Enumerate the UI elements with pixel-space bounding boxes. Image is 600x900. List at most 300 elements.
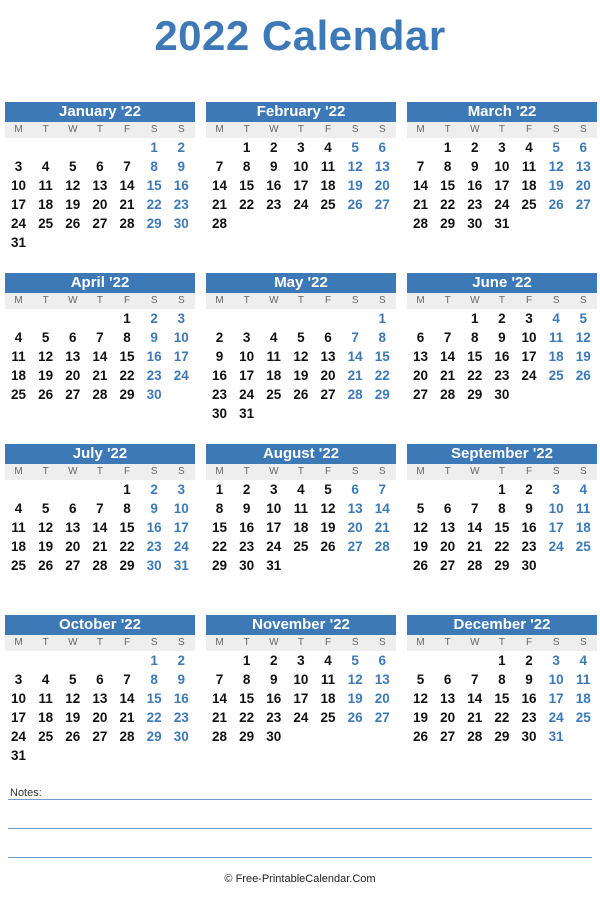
day-cell: 17 [494,178,510,193]
day-cell: 3 [297,653,305,668]
week-row [5,157,195,176]
weekday-label: M [215,124,224,135]
day-cell: 8 [242,159,251,174]
day-cell: 26 [347,197,363,212]
weekday-label: T [42,295,49,306]
day-cell: 5 [416,501,425,516]
day-cell: 16 [146,349,162,364]
day-cell: 30 [173,216,189,231]
week-row [407,480,597,499]
day-cell [287,727,314,746]
day-cell: 26 [347,710,363,725]
weekday-label: F [124,295,131,306]
month-title: July '22 [5,444,195,464]
weekday-label: T [42,124,49,135]
month-title: March '22 [407,102,597,122]
day-cell: 28 [119,729,135,744]
weekday-label: W [269,637,279,648]
day-cell: 20 [440,710,456,725]
day-cell: 15 [119,349,135,364]
day-cell: 20 [92,710,108,725]
day-cell: 29 [374,387,390,402]
day-cell: 10 [11,691,27,706]
day-cell: 4 [14,330,23,345]
day-cell: 27 [347,539,363,554]
day-cell: 20 [440,539,456,554]
day-cell [32,480,59,499]
weekday-label: T [96,637,103,648]
notes-line [8,857,592,858]
day-cell: 12 [293,349,309,364]
day-cell [342,309,369,328]
week-row [407,138,597,157]
week-row [5,366,195,385]
week-row [5,556,195,575]
day-cell: 14 [467,520,483,535]
weekday-label: T [243,124,250,135]
week-row [206,689,396,708]
day-cell [516,214,543,233]
day-cell: 25 [320,710,336,725]
day-cell: 24 [173,539,189,554]
weekday-label: S [351,637,359,648]
day-cell [461,480,488,499]
weekday-label: S [552,466,560,477]
weekday-header-row [206,293,396,309]
week-row [407,157,597,176]
day-cell: 7 [96,501,104,516]
day-cell: 27 [413,387,429,402]
day-cell: 29 [146,216,162,231]
day-cell: 1 [378,311,387,326]
day-cell [342,404,369,423]
day-cell: 13 [440,520,456,535]
week-row [407,556,597,575]
day-cell: 27 [440,729,456,744]
day-cell: 16 [173,178,189,193]
day-cell [434,309,461,328]
day-cell: 20 [374,178,390,193]
day-cell [434,651,461,670]
weekday-label: S [552,124,560,135]
day-cell: 20 [413,368,429,383]
week-row [5,176,195,195]
day-cell: 11 [320,672,336,687]
day-cell: 17 [521,349,537,364]
day-cell: 15 [119,520,135,535]
day-cell: 22 [467,368,483,383]
weekday-label: F [526,124,533,135]
day-cell: 3 [297,140,305,155]
week-row [5,651,195,670]
day-cell: 28 [92,387,108,402]
day-cell: 2 [150,311,158,326]
day-cell: 28 [440,387,456,402]
day-cell: 20 [320,368,336,383]
day-cell: 23 [173,710,189,725]
day-cell: 2 [270,653,278,668]
day-cell: 2 [471,140,479,155]
day-cell: 14 [119,691,135,706]
week-row [407,689,597,708]
week-row [5,708,195,727]
day-cell: 28 [347,387,363,402]
day-cell: 6 [351,482,359,497]
day-cell: 7 [96,330,104,345]
day-cell: 27 [92,729,108,744]
day-cell: 14 [212,178,228,193]
day-cell: 21 [440,368,456,383]
day-cell: 18 [266,368,282,383]
day-cell: 1 [498,653,506,668]
notes-line [8,828,592,829]
day-cell: 7 [471,501,479,516]
day-cell: 2 [215,330,224,345]
day-cell: 8 [150,159,158,174]
weekday-label: M [14,637,23,648]
month-title: June '22 [407,273,597,293]
day-cell: 13 [92,178,108,193]
day-cell: 12 [38,349,54,364]
day-cell: 3 [177,482,186,497]
day-cell [369,404,396,423]
day-cell: 17 [548,520,564,535]
month-block [5,444,195,575]
day-cell: 2 [150,482,158,497]
week-row [206,385,396,404]
day-cell [114,651,141,670]
day-cell: 14 [413,178,429,193]
day-cell: 15 [239,178,255,193]
day-cell: 29 [119,558,135,573]
day-cell: 23 [521,710,537,725]
day-cell: 4 [579,653,588,668]
week-row [206,347,396,366]
day-cell [86,651,113,670]
weekday-label: T [498,295,505,306]
day-cell: 29 [119,387,135,402]
weekday-label: T [42,637,49,648]
day-cell [86,746,113,765]
day-cell: 6 [69,501,77,516]
weekday-label: M [416,466,425,477]
day-cell: 18 [38,710,54,725]
day-cell: 16 [212,368,228,383]
day-cell: 12 [320,501,336,516]
weekday-header-row [206,464,396,480]
day-cell: 19 [413,539,429,554]
day-cell: 17 [11,197,27,212]
weekday-label: T [444,466,451,477]
day-cell: 9 [242,501,251,516]
day-cell: 24 [548,539,564,554]
day-cell: 24 [293,710,309,725]
day-cell: 26 [38,387,54,402]
day-cell: 4 [324,653,332,668]
day-cell: 23 [266,710,282,725]
day-cell: 26 [320,539,336,554]
day-cell: 7 [215,672,224,687]
week-row [5,670,195,689]
day-cell: 21 [212,710,228,725]
day-cell: 9 [177,672,186,687]
day-cell: 27 [374,710,390,725]
day-cell [206,309,233,328]
day-cell: 29 [494,729,510,744]
day-cell: 2 [177,140,186,155]
weekday-label: M [215,466,224,477]
day-cell: 15 [494,520,510,535]
day-cell: 3 [14,159,23,174]
day-cell: 6 [416,330,425,345]
day-cell: 13 [374,672,390,687]
footer-credit: © Free-PrintableCalendar.Com [224,873,376,885]
day-cell [434,480,461,499]
day-cell: 1 [498,482,506,497]
weekday-label: S [378,466,386,477]
day-cell [5,480,32,499]
day-cell: 6 [378,653,387,668]
day-cell: 9 [471,159,479,174]
day-cell: 23 [266,197,282,212]
weekday-label: W [269,466,279,477]
day-cell: 25 [548,368,564,383]
week-row [206,176,396,195]
day-cell: 18 [320,691,336,706]
day-cell: 8 [498,501,506,516]
day-cell: 1 [215,482,224,497]
day-cell: 7 [351,330,359,345]
day-cell: 12 [347,672,363,687]
day-cell: 26 [65,729,81,744]
day-cell: 11 [576,501,591,516]
day-cell: 3 [14,672,23,687]
day-cell: 19 [347,691,363,706]
day-cell: 3 [498,140,506,155]
weekday-label: F [526,295,533,306]
day-cell [59,233,86,252]
day-cell: 31 [11,748,27,763]
day-cell [315,309,342,328]
day-cell: 17 [173,520,189,535]
day-cell: 23 [467,197,483,212]
day-cell [315,727,342,746]
weekday-header-row [206,635,396,651]
week-row [5,689,195,708]
week-row [206,309,396,328]
day-cell [5,651,32,670]
day-cell [342,214,369,233]
day-cell [59,746,86,765]
week-row [206,537,396,556]
day-cell: 23 [494,368,510,383]
weekday-label: M [416,124,425,135]
day-cell [287,556,314,575]
week-row [206,727,396,746]
day-cell: 19 [293,368,309,383]
day-cell [342,727,369,746]
day-cell: 8 [242,672,251,687]
day-cell: 21 [119,710,135,725]
weekday-label: T [444,295,451,306]
day-cell: 22 [146,710,162,725]
day-cell: 10 [173,330,189,345]
day-cell: 1 [242,653,251,668]
day-cell: 19 [548,178,564,193]
day-cell: 4 [14,501,23,516]
weekday-label: F [325,124,332,135]
day-cell [570,385,597,404]
day-cell: 21 [347,368,363,383]
month-title: December '22 [407,615,597,635]
day-cell: 2 [242,482,251,497]
week-row [206,670,396,689]
day-cell [59,309,86,328]
day-cell: 18 [548,349,564,364]
day-cell [570,556,597,575]
day-cell: 3 [177,311,186,326]
day-cell: 12 [65,691,81,706]
day-cell: 8 [378,330,387,345]
day-cell: 27 [440,558,456,573]
month-title: August '22 [206,444,396,464]
day-cell: 22 [494,710,510,725]
week-row [407,727,597,746]
day-cell [141,233,168,252]
weekday-header-row [407,293,597,309]
weekday-label: T [444,637,451,648]
day-cell: 30 [467,216,483,231]
day-cell [32,233,59,252]
day-cell: 30 [239,558,255,573]
day-cell: 31 [548,729,564,744]
day-cell: 12 [413,520,429,535]
day-cell: 5 [351,653,359,668]
weekday-label: S [552,295,560,306]
day-cell: 4 [324,140,332,155]
day-cell: 27 [374,197,390,212]
day-cell: 4 [579,482,588,497]
day-cell: 18 [11,539,27,554]
weekday-label: S [552,637,560,648]
day-cell: 8 [123,330,131,345]
day-cell: 17 [239,368,255,383]
page-title: 2022 Calendar [154,12,446,59]
day-cell: 7 [215,159,224,174]
day-cell: 29 [146,729,162,744]
day-cell: 21 [92,539,108,554]
day-cell: 21 [413,197,429,212]
week-row [407,499,597,518]
weekday-label: T [297,466,304,477]
day-cell: 28 [119,216,135,231]
day-cell: 13 [374,159,390,174]
week-row [206,499,396,518]
week-row [5,518,195,537]
day-cell: 31 [266,558,282,573]
day-cell: 9 [177,159,186,174]
day-cell: 16 [266,691,282,706]
month-title: September '22 [407,444,597,464]
day-cell: 28 [467,729,483,744]
day-cell: 23 [173,197,189,212]
day-cell: 25 [38,216,54,231]
week-row [5,328,195,347]
day-cell: 8 [443,159,452,174]
day-cell: 6 [96,672,104,687]
day-cell: 20 [374,691,390,706]
day-cell [86,138,113,157]
day-cell: 10 [494,159,510,174]
day-cell [32,309,59,328]
day-cell: 24 [11,729,27,744]
day-cell: 6 [579,140,588,155]
day-cell: 5 [416,672,425,687]
weekday-label: W [470,124,480,135]
day-cell: 11 [576,672,591,687]
day-cell [407,309,434,328]
week-row [5,195,195,214]
day-cell [461,651,488,670]
weekday-label: M [416,637,425,648]
weekday-header-row [5,293,195,309]
week-row [5,309,195,328]
day-cell: 5 [69,159,77,174]
week-row [206,518,396,537]
month-block [5,102,195,252]
weekday-label: S [351,466,359,477]
day-cell [32,651,59,670]
day-cell: 2 [498,311,506,326]
day-cell: 27 [65,558,81,573]
day-cell: 1 [471,311,479,326]
weekday-label: T [96,124,103,135]
weekday-header-row [206,122,396,138]
day-cell: 23 [212,387,228,402]
weekday-label: T [243,466,250,477]
day-cell: 25 [575,539,591,554]
day-cell: 21 [212,197,228,212]
weekday-label: T [243,637,250,648]
month-block [407,273,597,404]
day-cell: 12 [413,691,429,706]
day-cell: 22 [374,368,390,383]
day-cell: 16 [467,178,483,193]
day-cell: 28 [413,216,429,231]
day-cell: 21 [467,539,483,554]
weekday-label: M [14,124,23,135]
weekday-label: W [68,124,78,135]
day-cell [315,556,342,575]
weekday-label: S [177,466,185,477]
day-cell: 22 [119,368,135,383]
day-cell: 19 [413,710,429,725]
day-cell: 1 [123,482,131,497]
day-cell [168,385,195,404]
day-cell: 29 [494,558,510,573]
day-cell: 29 [239,729,255,744]
week-row [206,708,396,727]
day-cell: 4 [270,330,278,345]
day-cell: 13 [92,691,108,706]
day-cell: 22 [146,197,162,212]
weekday-label: T [96,466,103,477]
week-row [206,480,396,499]
day-cell [407,480,434,499]
weekday-label: W [68,295,78,306]
week-row [5,233,195,252]
day-cell: 21 [119,197,135,212]
